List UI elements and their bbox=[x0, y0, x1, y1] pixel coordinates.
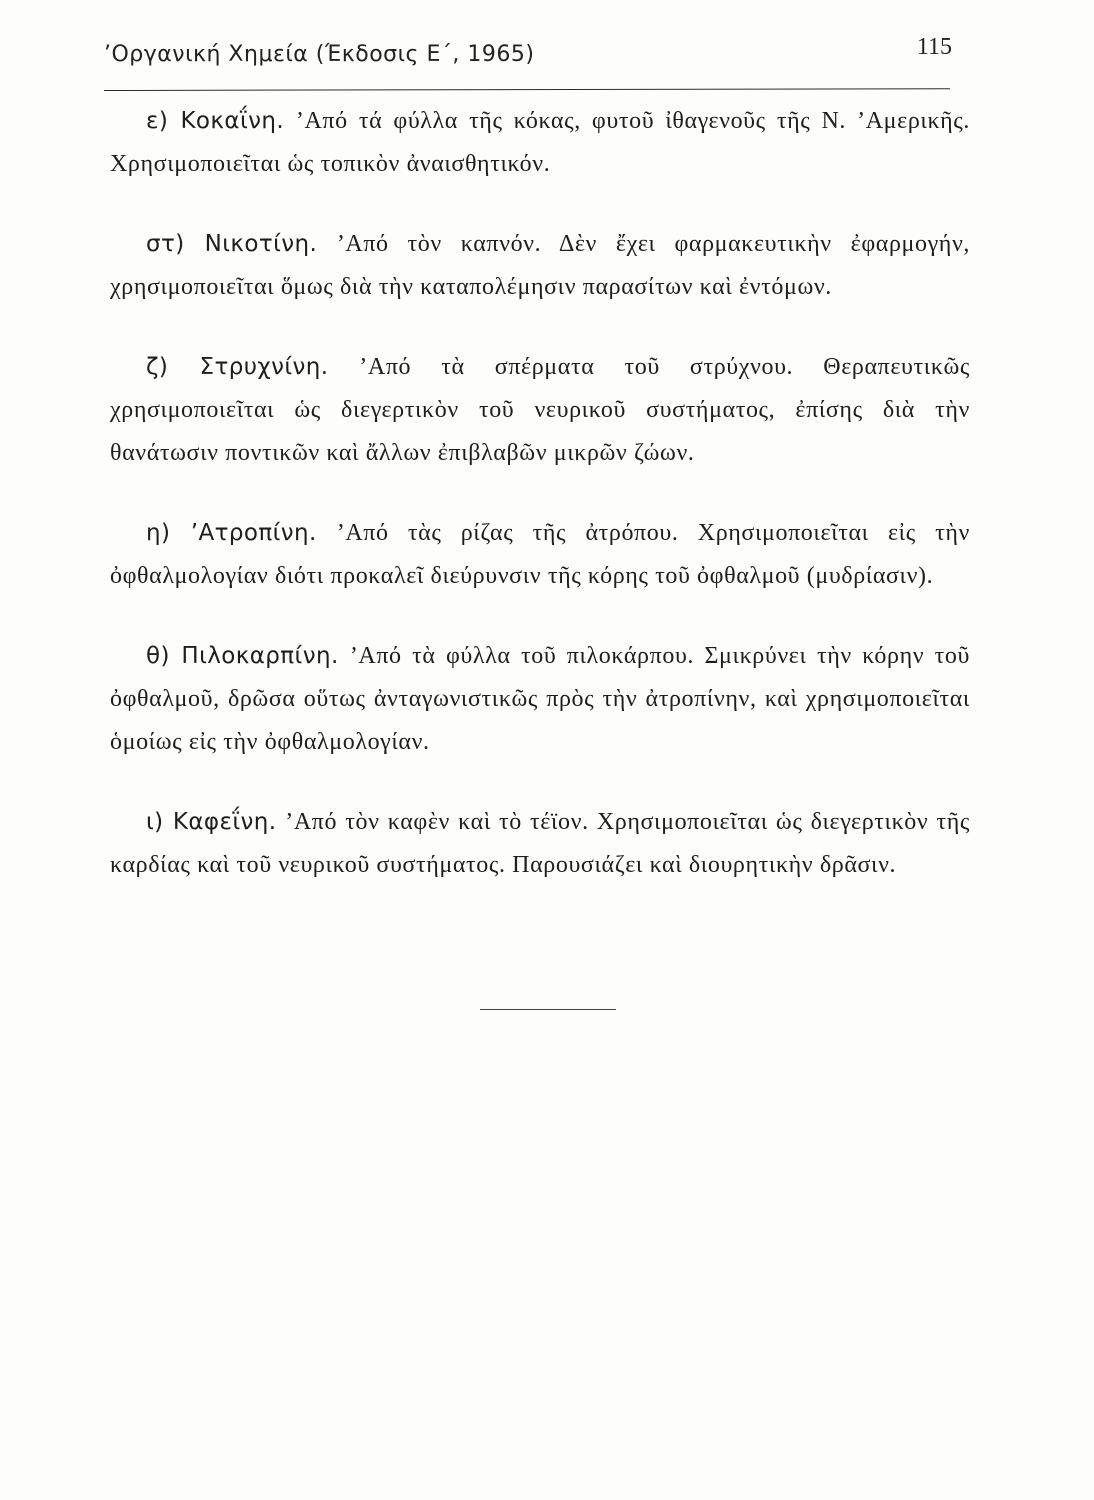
entry-text: ’Από τά φύλλα τῆς κόκας, φυτοῦ ἰθαγενοῦς τῆς Ν. ’Αμερικῆς. Χρησιμοποιεῖται ὡς τοπικὸν ἀναισθητικόν. bbox=[110, 108, 971, 177]
entry-text: ’Από τὸν καπνόν. Δὲν ἔχει φαρμακευτικὴν ἐφαρμογήν, χρησιμοποιεῖται ὅμως διὰ τὴν καταπολέμησιν παρασίτων καὶ ἐντόμων. bbox=[110, 231, 971, 300]
section-end-rule bbox=[480, 1009, 616, 1010]
entry-label: στ) Νικοτίνη. bbox=[146, 231, 318, 257]
page-header bbox=[104, 34, 952, 94]
entry-text: ’Από τὰ φύλλα τοῦ πιλοκάρπου. Σμικρύνει τὴν κόρην τοῦ ὀφθαλμοῦ, δρῶσα οὕτως ἀνταγωνιστικῶς πρὸς τὴν ἀτροπίνην, καὶ χρησιμοποιεῖται ὁμοίως εἰς τὴν ὀφθαλμολογίαν. bbox=[110, 643, 970, 755]
entry-label: ε) Κοκαΐνη. bbox=[146, 108, 285, 134]
entry-text: ’Από τὰ σπέρματα τοῦ στρύχνου. Θεραπευτικῶς χρησιμοποιεῖται ὡς διεγερτικὸν τοῦ νευρικοῦ συστήματος, ἐπίσης διὰ τὴν θανάτωσιν ποντικῶν καὶ ἄλλων ἐπιβλαβῶν μικρῶν ζώων. bbox=[110, 354, 971, 466]
running-title: ’Οργανική Χημεία (Έκδοσις Ε΄, 1965) bbox=[104, 42, 535, 67]
entry-caffeine bbox=[110, 801, 970, 887]
entry-pilocarpine bbox=[110, 635, 970, 764]
entry-text: ’Από τὰς ρίζας τῆς ἀτρόπου. Χρησιμοποιεῖται εἰς τὴν ὀφθαλμολογίαν διότι προκαλεῖ διεύρυνσιν τῆς κόρης τοῦ ὀφθαλμοῦ (μυδρίασιν). bbox=[110, 520, 970, 589]
entry-cocaine bbox=[110, 100, 970, 186]
entry-label: θ) Πιλοκαρπίνη. bbox=[146, 643, 339, 669]
entry-text: ’Από τὸν καφὲν καὶ τὸ τέϊον. Χρησιμοποιεῖται ὡς διεγερτικὸν τῆς καρδίας καὶ τοῦ νευρικοῦ συστήματος. Παρουσιάζει καὶ διουρητικὴν δρᾶσιν. bbox=[110, 809, 970, 878]
body-text bbox=[110, 100, 970, 924]
page-number: 115 bbox=[916, 34, 952, 60]
entry-label: ι) Καφεΐνη. bbox=[146, 809, 277, 835]
entry-nicotine bbox=[110, 223, 970, 309]
entry-label: η) ’Ατροπίνη. bbox=[146, 520, 317, 546]
entry-strychnine bbox=[110, 346, 970, 475]
entry-label: ζ) Στρυχνίνη. bbox=[146, 354, 329, 380]
entry-atropine bbox=[110, 512, 970, 598]
